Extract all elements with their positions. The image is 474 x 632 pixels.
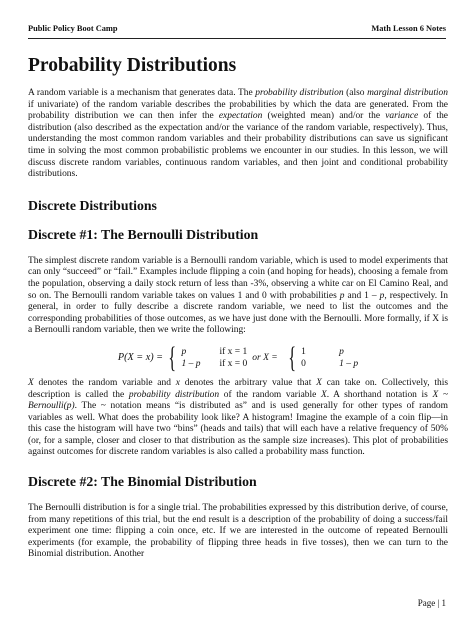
- intro-paragraph: A random variable is a mechanism that generates data. The probability distribution (also marginal distribution if univariate) of the random variable describes the probabilities by which the data are generated. From the probability distribution we can then infer the expectation (weighted mean) and/or the variance of the distribution (also described as the expectation and/or the variance of the random variable, respectively). Thus, understanding the most common random variables and their probability distributions can save us significant time in solving the most common probabilistic problems we encounter in our studies. In this lesson, we will discuss discrete random variables, continuous random variables, and then joint and conditional probability distributions.: [28, 88, 448, 180]
- equation-alt-cases: 1 p 0 1 – p: [301, 346, 359, 369]
- binomial-paragraph-1: The Bernoulli distribution is for a single trial. The probabilities expressed by this distribution derive, of course, from many repetitions of this trial, but the end result is a description of the probability of doing a success/fail experiment one time: flipping a coin once, etc. If we are interested in the outcome of repeated Bernoulli experiments (for example, the probability of flipping three heads in five tosses), then we can turn to the Binomial distribution. Another: [28, 503, 448, 560]
- section-heading-discrete: Discrete Distributions: [28, 197, 157, 213]
- bernoulli-paragraph-1: The simplest discrete random variable is a Bernoulli random variable, which is used to model experiments that can only “succeed” or “fail.” Examples include flipping a coin (and hoping for heads), choosing a female from the population, observing a daily stock return of less than -3%, observing a white car on El Camino Real, and so on. The Bernoulli random variable takes on values 1 and 0 with probabilities p and 1 – p, respectively. In general, in order to fully describe a discrete random variable, we need to list the outcomes and the corresponding probabilities of those outcomes, as we have just done with the Bernoulli. More formally, if X is a Bernoulli random variable, then we write the following:: [28, 255, 448, 336]
- page-title: Probability Distributions: [28, 55, 237, 76]
- header-left: Public Policy Boot Camp: [28, 24, 118, 33]
- equation-lhs: P(X = x) =: [117, 352, 164, 364]
- left-brace: {: [168, 340, 177, 374]
- page-body: [28, 55, 448, 561]
- header-rule: [28, 38, 446, 39]
- header-right: Math Lesson 6 Notes: [371, 24, 446, 33]
- equation-or: or X =: [252, 352, 278, 363]
- section-heading-bernoulli: Discrete #1: The Bernoulli Distribution: [28, 226, 259, 242]
- running-header: [28, 24, 446, 33]
- left-brace-2: {: [287, 340, 296, 374]
- bernoulli-equation: [28, 340, 448, 374]
- section-heading-binomial: Discrete #2: The Binomial Distribution: [28, 474, 257, 490]
- bernoulli-paragraph-2: X denotes the random variable and x denotes the arbitrary value that X can take on. Collectively, this description is called the probability distribution of the random variable X. A shorthand notation is X ~ Bernoulli(p). The ~ notation means “is distributed as” and is used generally for other types of random variables as well. What does the probability look like? A histogram! Imagine the example of a coin flip—in this case the histogram will have two “bins” (heads and tails) that will each have a relative frequency of 50% (or, for a sample, closer and closer to that distribution as the sample size increases). This plot of probabilities against outcomes for discrete random variables is also called a probability mass function.: [28, 377, 448, 458]
- equation-cases: p if x = 1 1 – p if x = 0: [181, 346, 248, 369]
- page-number: Page | 1: [417, 598, 446, 608]
